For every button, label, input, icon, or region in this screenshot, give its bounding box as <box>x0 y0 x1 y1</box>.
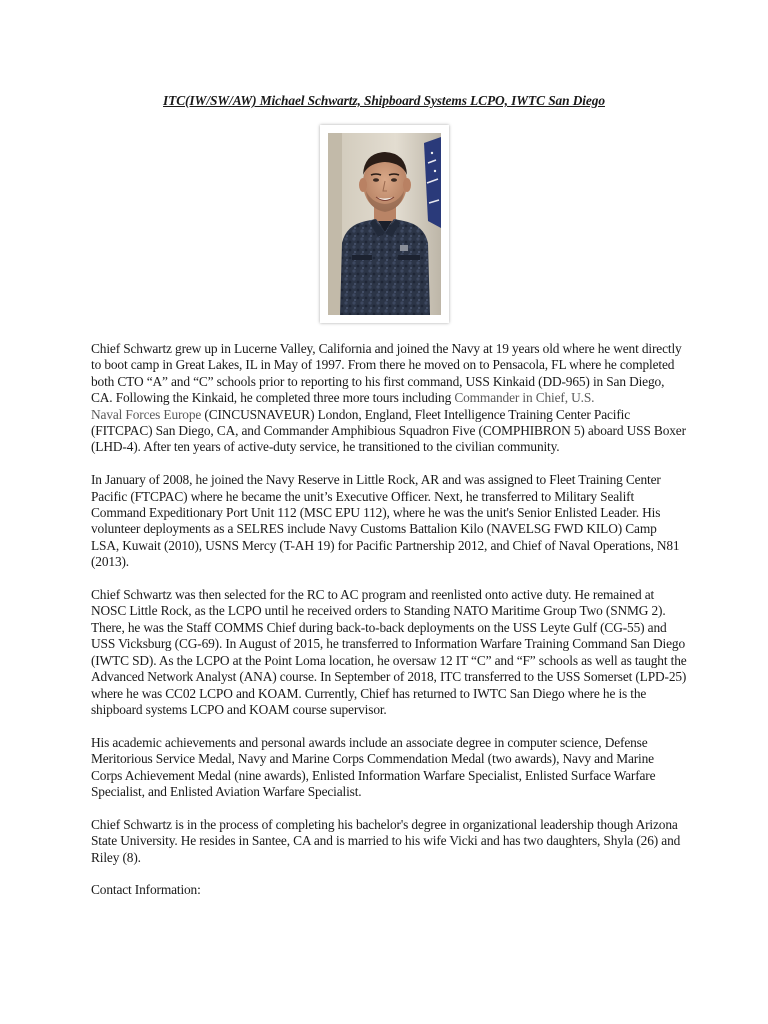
paragraph-awards: His academic achievements and personal awards include an associate degree in computer science, Defense Meritorious Service Medal, Navy and Marine Corps Commendation Medal (two awards), Navy and Marine Corps Achievement Medal (nine awards), Enlisted Information Warfare Specialist, Enlisted Surface Warfare Specialist, and Enlisted Aviation Warfare Specialist. <box>91 734 656 799</box>
contact-information-label: Contact Information: <box>91 882 201 898</box>
commander-in-chief-text: Commander in Chief, U.S. <box>454 390 595 406</box>
paragraph-personal: Chief Schwartz is in the process of completing his bachelor's degree in organizational leadership though Arizona State University. He resides in Santee, CA and is married to his wife Vicki and has two daughters, Shyla (26) and Riley (8). <box>91 816 681 865</box>
naval-forces-europe-text: Naval Forces Europe <box>91 406 202 422</box>
paragraph-early-career-text: Chief Schwartz grew up in Lucerne Valley, California and joined the Navy at 19 years old where he went directly to boot camp in Great Lakes, IL in May of 1997. From there he moved on to Pensacola, FL where he completed both CTO “A” and “C” schools prior to reporting to his first command, USS Kinkaid (DD-965) in San Diego, CA. Following the Kinkaid, he completed three more tours including <box>91 341 682 406</box>
paragraph-early-career-continued: (CINCUSNAVEUR) London, England, Fleet Intelligence Training Center Pacific (FITCPAC) San Diego, CA, and Commander Amphibious Squadron Five (COMPHIBRON 5) aboard USS Boxer (LHD-4). After ten years of active-duty service, he transitioned to the civilian community. <box>91 406 686 455</box>
paragraph-active-duty-return: Chief Schwartz was then selected for the RC to AC program and reenlisted onto active duty. He remained at NOSC Little Rock, as the LCPO until he received orders to Standing NATO Maritime Group Two (SNMG 2). There, he was the Staff COMMS Chief during back-to-back deployments on the USS Leyte Gulf (CG-55) and USS Vicksburg (CG-69). In August of 2015, he transferred to Information Warfare Training Command San Diego (IWTC SD). As the LCPO at the Point Loma location, he oversaw 12 IT “C” and “F” schools as well as taught the Advanced Network Analyst (ANA) course. In September of 2018, ITC transferred to the USS Somerset (LPD-25) where he was CC02 LCPO and KOAM. Currently, Chief has returned to IWTC San Diego where he is the shipboard systems LCPO and KOAM course supervisor. <box>91 587 687 717</box>
portrait-photo-frame <box>320 125 449 323</box>
portrait-photo <box>328 133 441 315</box>
paragraph-early-career <box>91 341 687 456</box>
page-title: ITC(IW/SW/AW) Michael Schwartz, Shipboard Systems LCPO, IWTC San Diego <box>163 93 605 108</box>
biography-text <box>91 341 687 915</box>
paragraph-reserve-service: In January of 2008, he joined the Navy Reserve in Little Rock, AR and was assigned to Fleet Training Center Pacific (FTCPAC) where he became the unit’s Executive Officer. Next, he transferred to Military Sealift Command Expeditionary Port Unit 112 (MSC EPU 112), where he was the unit's Senior Enlisted Leader. His volunteer deployments as a SELRES include Navy Customs Battalion Kilo (NAVELSG FWD KILO) Camp LSA, Kuwait (2010), USNS Mercy (T-AH 19) for Pacific Partnership 2012, and Chief of Naval Operations, N81 (2013). <box>91 472 680 570</box>
